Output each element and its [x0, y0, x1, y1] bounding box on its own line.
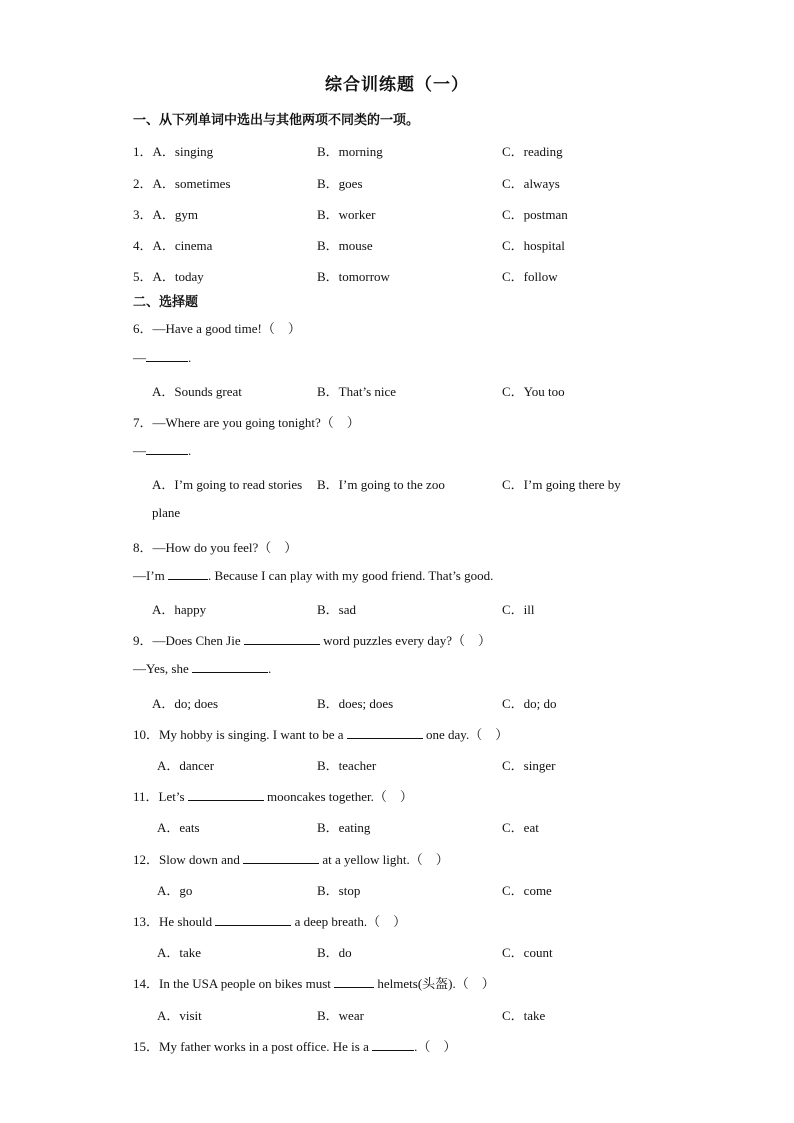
option-b: B．do — [317, 945, 352, 960]
option-b: B．morning — [317, 144, 383, 159]
stem-prefix: 13．He should — [133, 914, 216, 929]
option-c: C．postman — [502, 207, 568, 222]
option-b: B．I’m going to the zoo — [317, 477, 445, 492]
answer-blank — [192, 662, 268, 673]
stem-prefix: 10．My hobby is singing. I want to be a — [133, 727, 347, 742]
question-2 — [133, 173, 231, 192]
reply-dash: — — [133, 443, 146, 458]
question-number: 3． — [133, 207, 153, 222]
answer-blank — [146, 444, 188, 455]
question-number: 1． — [133, 144, 153, 159]
option-c: C．reading — [502, 144, 563, 159]
stem-suffix: word puzzles every day?（ ） — [319, 633, 491, 648]
option-b: B．teacher — [317, 758, 377, 773]
section-heading-2: 二、选择题 — [133, 295, 199, 310]
stem-prefix: 15．My father works in a post office. He is a — [133, 1039, 373, 1054]
answer-blank — [334, 977, 374, 988]
option-b: B．goes — [317, 176, 363, 191]
option-b: B．tomorrow — [317, 269, 390, 284]
option-c: C．hospital — [502, 238, 565, 253]
stem-prefix: 11．Let’s — [133, 789, 188, 804]
question-8-stem: 8．—How do you feel?（ ） — [133, 540, 298, 555]
answer-blank — [243, 853, 319, 864]
question-6-stem: 6．—Have a good time!（ ） — [133, 321, 301, 336]
option-b: B．mouse — [317, 238, 373, 253]
option-a: A．I’m going to read stories — [152, 477, 303, 492]
option-a: A．dancer — [157, 758, 215, 773]
stem-prefix: 12．Slow down and — [133, 852, 244, 867]
question-10-stem — [133, 724, 508, 743]
reply-prefix: —Yes, she — [133, 661, 192, 676]
option-c: C．come — [502, 883, 552, 898]
question-number: 2． — [133, 176, 153, 191]
option-c: C．count — [502, 945, 553, 960]
question-1 — [133, 141, 213, 160]
option-a: A．gym — [152, 207, 199, 222]
stem-suffix: mooncakes together.（ ） — [263, 789, 413, 804]
question-7-stem: 7．—Where are you going tonight?（ ） — [133, 415, 360, 430]
reply-prefix: —I’m — [133, 568, 169, 583]
question-4 — [133, 235, 212, 254]
option-a: A．eats — [157, 820, 200, 835]
question-5 — [133, 266, 204, 285]
reply-suffix: . Because I can play with my good friend. That’s good. — [208, 568, 494, 583]
question-9-stem — [133, 630, 491, 649]
reply-end: . — [188, 443, 192, 458]
section-heading-1: 一、从下列单词中选出与其他两项不同类的一项。 — [133, 113, 420, 128]
option-a: A．visit — [157, 1008, 202, 1023]
option-c: C．do; do — [502, 696, 557, 711]
answer-blank — [168, 569, 208, 580]
option-a: A．do; does — [152, 696, 219, 711]
option-c: C．You too — [502, 384, 565, 399]
reply-end: . — [188, 350, 192, 365]
stem-prefix: 14．In the USA people on bikes must — [133, 976, 335, 991]
reply-suffix: . — [268, 661, 272, 676]
option-a: A．go — [157, 883, 193, 898]
question-7-reply — [133, 443, 191, 459]
option-b: B．eating — [317, 820, 371, 835]
question-6-reply — [133, 350, 191, 366]
question-13-stem — [133, 911, 406, 930]
stem-suffix: a deep breath.（ ） — [291, 914, 407, 929]
question-11-stem — [133, 786, 413, 805]
option-c: C．I’m going there by — [502, 477, 621, 492]
option-b: B．That’s nice — [317, 384, 397, 399]
answer-blank — [146, 351, 188, 362]
question-9-reply — [133, 661, 271, 677]
answer-blank — [188, 790, 264, 801]
stem-suffix: one day.（ ） — [422, 727, 509, 742]
stem-suffix: at a yellow light.（ ） — [319, 852, 449, 867]
option-c: C．always — [502, 176, 560, 191]
option-a: A．Sounds great — [152, 384, 242, 399]
question-14-stem — [133, 973, 495, 992]
option-a: A．cinema — [152, 238, 213, 253]
option-a: A．today — [152, 269, 204, 284]
question-15-stem — [133, 1036, 456, 1055]
stem-suffix: .（ ） — [414, 1039, 457, 1054]
question-12-stem — [133, 849, 449, 868]
page-title: 综合训练题（一） — [325, 75, 469, 95]
option-c: C．eat — [502, 820, 539, 835]
option-b: B．wear — [317, 1008, 364, 1023]
option-b: B．sad — [317, 602, 357, 617]
answer-blank — [215, 915, 291, 926]
option-a: A．sometimes — [152, 176, 231, 191]
answer-blank — [244, 634, 320, 645]
option-a: A．singing — [152, 144, 214, 159]
answer-blank — [372, 1040, 414, 1051]
stem-prefix: 9．—Does Chen Jie — [133, 633, 244, 648]
answer-blank — [347, 728, 423, 739]
option-c: C．singer — [502, 758, 556, 773]
option-b: B．does; does — [317, 696, 394, 711]
question-number: 4． — [133, 238, 153, 253]
stem-suffix: helmets(头盔).（ ） — [374, 976, 495, 991]
option-c: C．follow — [502, 269, 558, 284]
option-a: A．take — [157, 945, 202, 960]
question-number: 5． — [133, 269, 153, 284]
reply-dash: — — [133, 350, 146, 365]
option-c-continued: plane — [152, 505, 181, 520]
option-b: B．worker — [317, 207, 376, 222]
option-c: C．ill — [502, 602, 535, 617]
option-a: A．happy — [152, 602, 207, 617]
question-3 — [133, 204, 198, 223]
option-c: C．take — [502, 1008, 546, 1023]
question-8-reply — [133, 568, 493, 584]
option-b: B．stop — [317, 883, 361, 898]
